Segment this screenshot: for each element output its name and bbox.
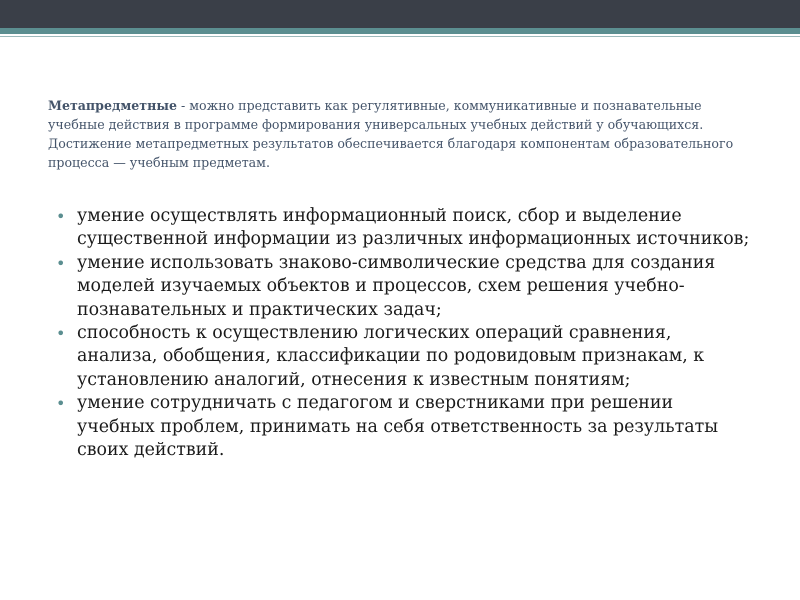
header-accent-stripe <box>0 28 800 34</box>
bullet-text: умение использовать знаково-символические средства для создания моделей изучаемых объектов и процессов, схем решения учебно-познавательных и практических задач; <box>77 252 716 320</box>
bullet-text: умение сотрудничать с педагогом и сверстниками при решении учебных проблем, принимать на себя ответственность за результаты своих действий. <box>77 393 719 461</box>
bullet-dot-icon: • <box>56 394 66 414</box>
header-bar <box>0 0 800 28</box>
bullet-dot-icon: • <box>56 207 66 226</box>
slide-title <box>48 96 748 172</box>
bullet-item <box>56 205 756 252</box>
bullet-item <box>56 322 756 392</box>
bullet-dot-icon: • <box>56 324 66 344</box>
bullet-text: умение осуществлять информационный поиск, сбор и выделение существенной информации из различных информационных источников; <box>77 206 750 250</box>
bullet-item <box>56 392 756 462</box>
slide-title-text: - можно представить как регулятивные, коммуникативные и познавательные учебные действия в программе формирования универсальных учебных действий у обучающихся. Достижение метапредметных результатов обеспечивается благодаря компонентам образовательного процесса — учебным предметам. <box>48 98 734 170</box>
bullet-list <box>56 205 756 462</box>
header-divider <box>0 36 800 37</box>
slide-title-lead: Метапредметные <box>48 98 177 113</box>
bullet-text: способность к осуществлению логических операций сравнения, анализа, обобщения, классификации по родовидовым признакам, к установлению аналогий, отнесения к известным понятиям; <box>77 323 705 390</box>
bullet-item <box>56 252 756 322</box>
bullet-dot-icon: • <box>56 253 66 273</box>
